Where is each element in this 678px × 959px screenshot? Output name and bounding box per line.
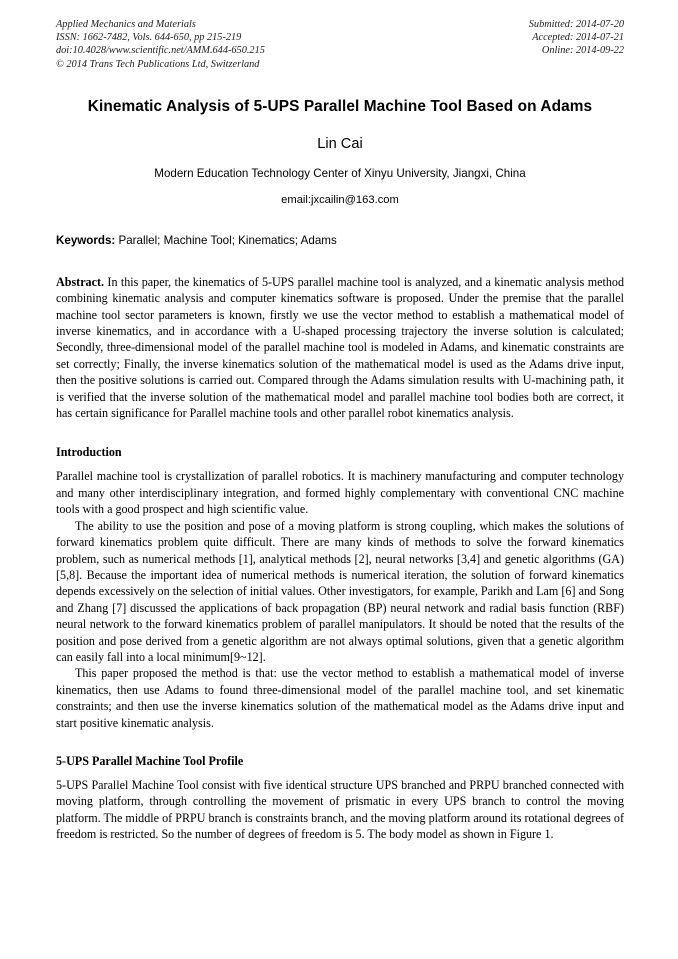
author-email: email:jxcailin@163.com — [281, 193, 399, 206]
journal-issn-volume: ISSN: 1662-7482, Vols. 644-650, pp 215-219 — [56, 32, 242, 44]
journal-header-left — [56, 18, 265, 71]
accepted-date: Accepted: 2014-07-21 — [532, 32, 624, 44]
introduction-paragraph-2: The ability to use the position and pose of a moving platform is strong coupling, which makes the solutions of forward kinematics problem quite difficult. There are many kinds of methods to solve the forward kinematics problem, such as numerical methods [1], analytical methods [2], neural networks [3,4] and genetic algorithms (GA) [5,8]. Because the important idea of numerical methods is numerical iteration, the solution of forward kinematics depends excessively on the selection of initial values. Other investigators, for example, Parikh and Lam [6] and Song and Zhang [7] discussed the applications of back propagation (BP) neural network and radial basis function (RBF) neural network to the forward kinematics problem of parallel manipulators. It should be noted that the results of the position and pose derived from a genetic algorithm are not always optimal solutions, given that a genetic algorithm can easily fall into a local minimum[9~12]. — [56, 518, 624, 664]
page-content — [56, 18, 624, 843]
submitted-date: Submitted: 2014-07-20 — [528, 19, 624, 30]
journal-doi: doi:10.4028/www.scientific.net/AMM.644-650.215 — [56, 45, 265, 57]
journal-name: Applied Mechanics and Materials — [56, 19, 196, 30]
author-name: Lin Cai — [317, 135, 363, 152]
keywords-value: Parallel; Machine Tool; Kinematics; Adams — [115, 233, 337, 247]
journal-header-right — [529, 18, 624, 58]
page-title: Kinematic Analysis of 5-UPS Parallel Machine Tool Based on Adams — [87, 97, 593, 115]
abstract-paragraph — [56, 274, 624, 422]
introduction-paragraph-3: This paper proposed the method is that: use the vector method to establish a mathematical model of inverse kinematics, then use Adams to found three-dimensional model of the parallel machine tool, and set kinematic constraints; and then use the inverse kinematics solution of the mathematical model as the Adams drive input and start positive kinematic analysis. — [56, 666, 624, 730]
author-affiliation: Modern Education Technology Center of Xinyu University, Jiangxi, China — [154, 166, 526, 180]
journal-copyright: © 2014 Trans Tech Publications Ltd, Switzerland — [56, 58, 260, 70]
keywords-line — [56, 234, 624, 247]
introduction-paragraph-1: Parallel machine tool is crystallization of parallel robotics. It is machinery manufacturing and computer technology and many other interdisciplinary integration, and formed highly complementary with conventional CNC machine tools with a good prospect and high scientific value. — [56, 469, 624, 517]
journal-header — [56, 18, 624, 71]
section-heading-profile: 5-UPS Parallel Machine Tool Profile — [56, 753, 244, 768]
online-date: Online: 2014-09-22 — [541, 45, 624, 57]
abstract-label: Abstract. — [56, 274, 105, 289]
profile-paragraph-1: 5-UPS Parallel Machine Tool consist with five identical structure UPS branched and PRPU branched connected with moving platform, through controlling the movement of prismatic in every UPS branch to control the moving platform. The middle of PRPU branch is constraints branch, and the moving platform around its rotational degrees of freedom is restricted. So the number of degrees of freedom is 5. The body model as shown in Figure 1. — [56, 777, 624, 842]
section-heading-introduction: Introduction — [56, 445, 122, 460]
abstract-text: In this paper, the kinematics of 5-UPS parallel machine tool is analyzed, and a kinematic analysis method combining kinematic analysis and computer kinematics software is proposed. Under the premise that the parallel machine tool sector parameters is known, firstly we use the vector method to establish a mathematical model of inverse kinematics, and in accordance with a U-shaped processing trajectory the inverse solution is calculated; Secondly, three-dimensional model of the parallel machine tool is modeled in Adams, and kinematic constraints are set correctly; Finally, the inverse kinematics solution of the mathematical model is used as the Adams drive input, then the positive solutions is carried out. Compared through the Adams simulation results with U-machining path, it is verified that the inverse solution of the mathematical model and parallel machine tool bodies both are correct, it has certain significance for Parallel machine tools and other parallel robot kinematics analysis. — [56, 274, 624, 421]
keywords-label: Keywords: — [56, 233, 116, 247]
